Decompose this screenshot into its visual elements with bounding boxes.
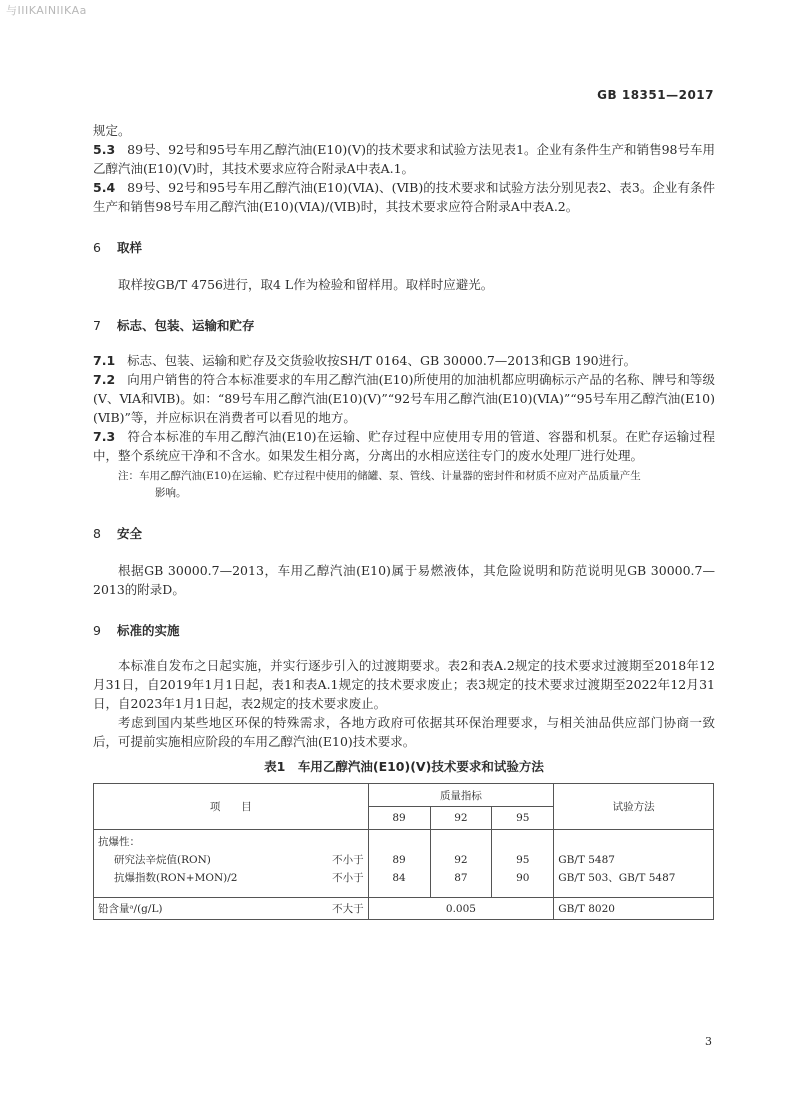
- section-number: 9: [93, 623, 101, 638]
- clause-text: 向用户销售的符合本标准要求的车用乙醇汽油(E10)所使用的加油机都应明确标示产品的名称、牌号和等级(Ⅴ、ⅥA和ⅥB)。如：“89号车用乙醇汽油(E10)(Ⅴ)”“92号车用乙醇汽油(E10)(ⅥA)”“95号车用乙醇汽油(E10)(ⅥB)”等，并应标识在消费者可以看见的地方。: [93, 372, 715, 425]
- section-9-paragraph-2: 考虑到国内某些地区环保的特殊需求，各地方政府可依据其环保治理要求，与相关油品供应部门协商一致后，可提前实施相应阶段的车用乙醇汽油(E10)技术要求。: [93, 715, 715, 749]
- section-title: 安全: [116, 526, 142, 541]
- cell-value: 95: [516, 854, 530, 866]
- section-8-text: 根据GB 30000.7—2013，车用乙醇汽油(E10)属于易燃液体，其危险说明和防范说明见GB 30000.7—2013的附录D。: [93, 563, 715, 597]
- row-name: 研究法辛烷值(RON): [114, 854, 211, 866]
- cell-method: GB/T 5487: [558, 854, 615, 866]
- clause-7-2: [93, 370, 715, 427]
- clause-number: 7.2: [93, 372, 116, 387]
- clause-5-continuation: 规定。: [93, 123, 131, 138]
- row-limit: 不小于: [332, 854, 364, 866]
- header-grade-92: 92: [430, 807, 492, 830]
- lead-value: 0.005: [368, 898, 554, 920]
- clause-number: 7.3: [93, 429, 116, 444]
- cell-value: 84: [392, 872, 406, 884]
- note-line-2: 影响。: [155, 487, 187, 499]
- document-body: [93, 121, 715, 920]
- section-number: 8: [93, 526, 101, 541]
- value-cell-89: [368, 830, 430, 898]
- section-title: 标志、包装、运输和贮存: [116, 318, 255, 333]
- section-title: 标准的实施: [116, 623, 180, 638]
- clause-text: 标志、包装、运输和贮存及交货验收按SH/T 0164、GB 30000.7—2013和GB 190进行。: [127, 353, 637, 368]
- clause-text: 89号、92号和95号车用乙醇汽油(E10)(Ⅴ)的技术要求和试验方法见表1。企业有条件生产和销售98号车用乙醇汽油(E10)(Ⅴ)时，其技术要求应符合附录A中表A.1。: [93, 142, 715, 176]
- section-heading-8: [93, 524, 715, 543]
- page-number: 3: [705, 1035, 712, 1048]
- section-heading-9: [93, 621, 715, 640]
- table-1: [93, 783, 714, 920]
- table-row-label: [98, 869, 368, 887]
- header-item: 项 目: [94, 784, 369, 830]
- cell-value: 90: [516, 872, 530, 884]
- table-row: [94, 830, 714, 898]
- cell-method: GB/T 503、GB/T 5487: [558, 872, 676, 884]
- header-test-method: 试验方法: [554, 784, 714, 830]
- clause-number: 7.1: [93, 353, 116, 368]
- watermark-text: 与IIIKAlNIIKAa: [6, 4, 87, 17]
- clause-text: 符合本标准的车用乙醇汽油(E10)在运输、贮存过程中应使用专用的管道、容器和机泵。在贮存运输过程中，整个系统应干净和不含水。如果发生相分离，分离出的水相应送往专门的废水处理厂进行处理。: [93, 429, 715, 463]
- cell-value: 89: [392, 854, 406, 866]
- clause-5-4: [93, 178, 715, 216]
- section-title: 取样: [116, 240, 142, 255]
- table-row: [94, 898, 714, 920]
- cell-value: 92: [454, 854, 468, 866]
- section-heading-7: [93, 316, 715, 335]
- row-limit: 不小于: [332, 872, 364, 884]
- antiknock-cell: [94, 830, 369, 898]
- clause-number: 5.3: [93, 142, 116, 157]
- table-1-title: 表1 车用乙醇汽油(E10)(Ⅴ)技术要求和试验方法: [264, 759, 544, 774]
- section-9-paragraph-1: 本标准自发布之日起实施，并实行逐步引入的过渡期要求。表2和表A.2规定的技术要求过渡期至2018年12月31日，自2019年1月1日起，表1和表A.1规定的技术要求废止；表3规定的技术要求过渡期至2022年12月31日，自2023年1月1日起，表2规定的技术要求废止。: [93, 658, 715, 711]
- lead-method: GB/T 8020: [554, 898, 714, 920]
- group-label: 抗爆性：: [98, 836, 140, 848]
- section-heading-6: [93, 238, 715, 257]
- row-limit: 不大于: [332, 903, 364, 915]
- table-row-label: [98, 851, 368, 869]
- method-cell: [554, 830, 714, 898]
- clause-5-3: [93, 140, 715, 178]
- standard-number: GB 18351—2017: [597, 88, 714, 102]
- value-cell-95: [492, 830, 554, 898]
- header-grade-95: 95: [492, 807, 554, 830]
- header-grade-89: 89: [368, 807, 430, 830]
- header-quality-index: 质量指标: [368, 784, 554, 807]
- section-6-text: 取样按GB/T 4756进行，取4 L作为检验和留样用。取样时应避光。: [118, 277, 494, 292]
- section-number: 6: [93, 240, 101, 255]
- lead-row-label: [94, 898, 369, 920]
- clause-text: 89号、92号和95号车用乙醇汽油(E10)(ⅥA)、(ⅥB)的技术要求和试验方法分别见表2、表3。企业有条件生产和销售98号车用乙醇汽油(E10)(ⅥA)/(ⅥB)时，其技术要求应符合附录A中表A.2。: [93, 180, 715, 214]
- row-name: 铅含量ᵃ/(g/L): [98, 903, 163, 915]
- note-line-1: 注：车用乙醇汽油(E10)在运输、贮存过程中使用的储罐、泵、管线、计量器的密封件和材质不应对产品质量产生: [118, 470, 641, 482]
- clause-7-1: [93, 351, 715, 370]
- clause-7-3: [93, 427, 715, 465]
- section-number: 7: [93, 318, 101, 333]
- value-cell-92: [430, 830, 492, 898]
- row-name: 抗爆指数(RON+MON)/2: [114, 872, 238, 884]
- clause-number: 5.4: [93, 180, 116, 195]
- cell-value: 87: [454, 872, 468, 884]
